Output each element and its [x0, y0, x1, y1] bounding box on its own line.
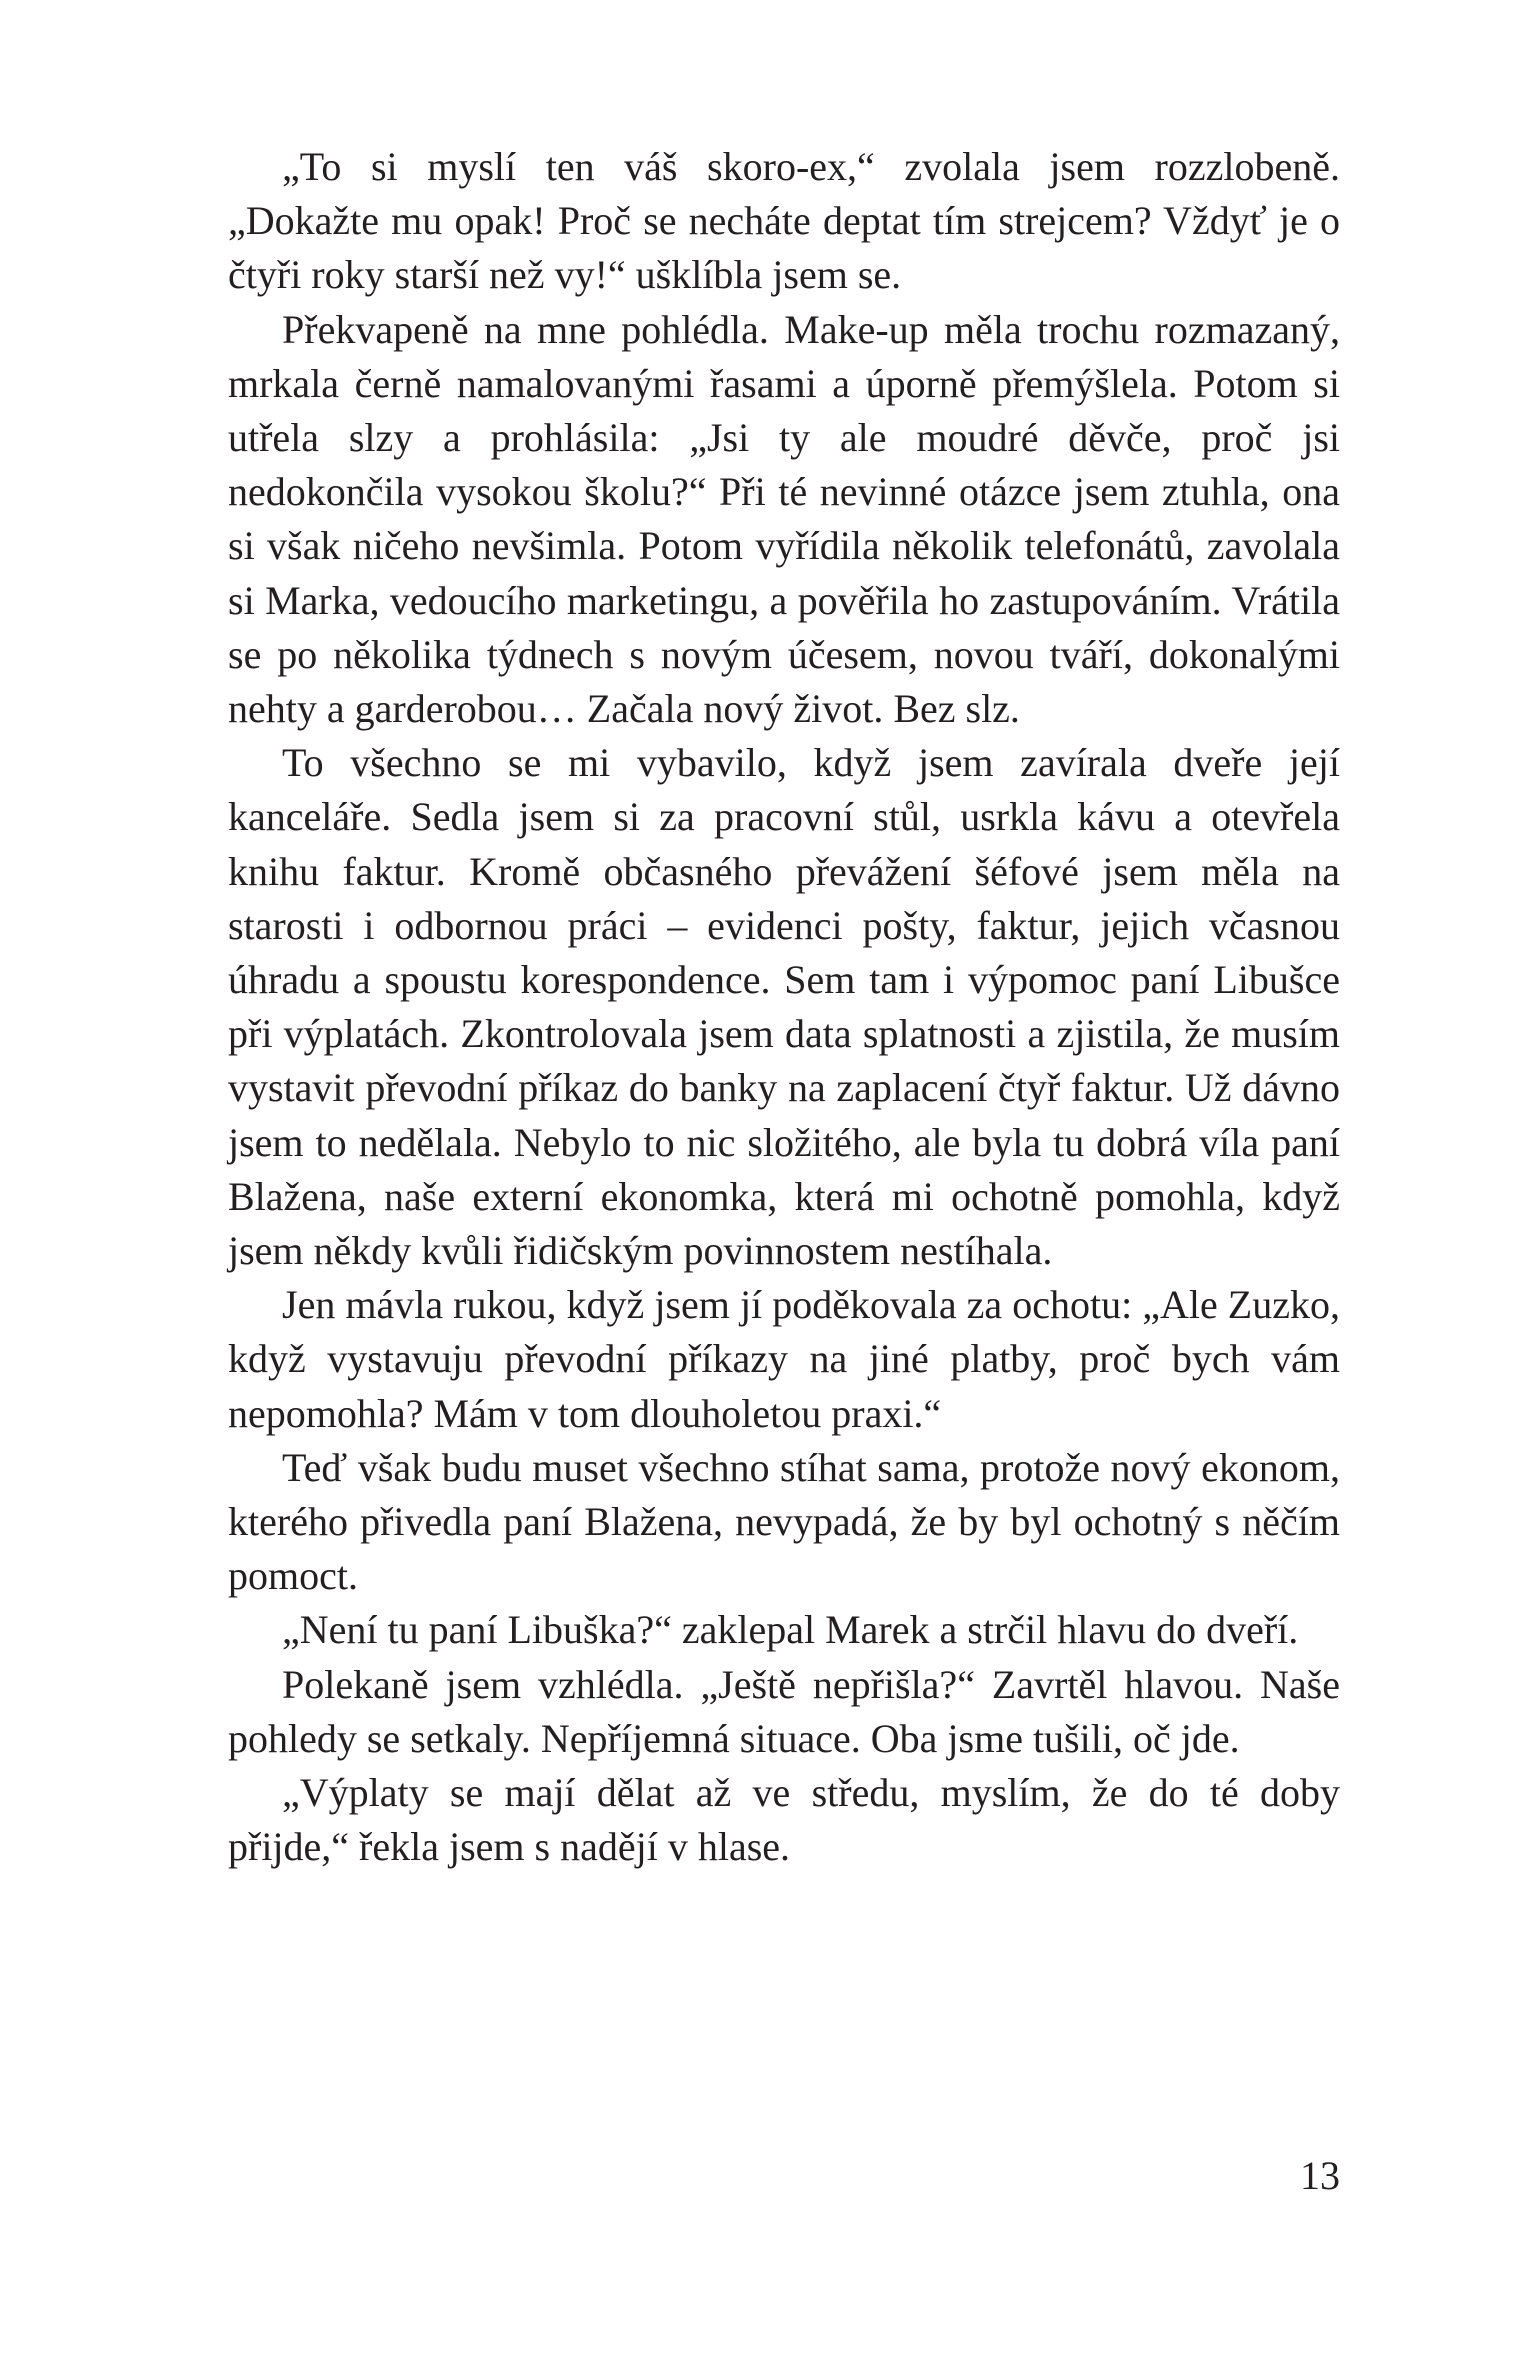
paragraph: Polekaně jsem vzhlédla. „Ještě nepřišla?“ Zavrtěl hlavou. Naše pohledy se setkaly. Nepříjemná situace. Oba jsme tušili, oč jde.	[228, 1661, 1340, 1761]
page-number: 13	[1300, 2153, 1340, 2198]
body-text	[228, 140, 1340, 1875]
paragraph: „To si myslí ten váš skoro-ex,“ zvolala jsem rozzlobeně. „Dokažte mu opak! Proč se necháte deptat tím strejcem? Vždyť je o čtyři roky starší než vy!“ ušklíbla jsem se.	[228, 144, 1340, 298]
paragraph: To všechno se mi vybavilo, když jsem zavírala dveře její kanceláře. Sedla jsem si za pracovní stůl, usrkla kávu a otevřela knihu faktur. Kromě občasného převážení šéfové jsem měla na starosti i odbornou práci – evidenci pošty, faktur, jejich včasnou úhradu a spoustu korespondence. Sem tam i výpomoc paní Libušce při výplatách. Zkontrolovala jsem data splatnosti a zjistila, že musím vystavit převodní příkaz do banky na zaplacení čtyř faktur. Už dávno jsem to nedělala. Nebylo to nic složitého, ale byla tu dobrá víla paní Blažena, naše externí ekonomka, která mi ochotně pomohla, když jsem někdy kvůli řidičským povinnostem nestíhala.	[228, 740, 1340, 1274]
paragraph: „Výplaty se mají dělat až ve středu, myslím, že do té doby přijde,“ řekla jsem s nadějí v hlase.	[228, 1770, 1340, 1870]
paragraph: „Není tu paní Libuška?“ zaklepal Marek a strčil hlavu do dveří.	[282, 1607, 1299, 1653]
paragraph: Jen mávla rukou, když jsem jí poděkovala za ochotu: „Ale Zuzko, když vystavuju převodní příkazy na jiné platby, proč bych vám nepomohla? Mám v tom dlouholetou praxi.“	[228, 1282, 1340, 1436]
paragraph: Překvapeně na mne pohlédla. Make-up měla trochu rozmazaný, mrkala černě namalovanými řasami a úporně přemýšlela. Potom si utřela slzy a prohlásila: „Jsi ty ale moudré děvče, proč jsi nedokončila vysokou školu?“ Při té nevinné otázce jsem ztuhla, ona si však ničeho nevšimla. Potom vyřídila několik telefonátů, zavolala si Marka, vedoucího marketingu, a pověřila ho zastupováním. Vrátila se po několika týdnech s novým účesem, novou tváří, dokonalými nehty a garderobou… Začala nový život. Bez slz.	[228, 306, 1340, 732]
paragraph: Teď však budu muset všechno stíhat sama, protože nový ekonom, kterého přivedla paní Blažena, nevypadá, že by byl ochotný s něčím pomoct.	[228, 1444, 1340, 1599]
